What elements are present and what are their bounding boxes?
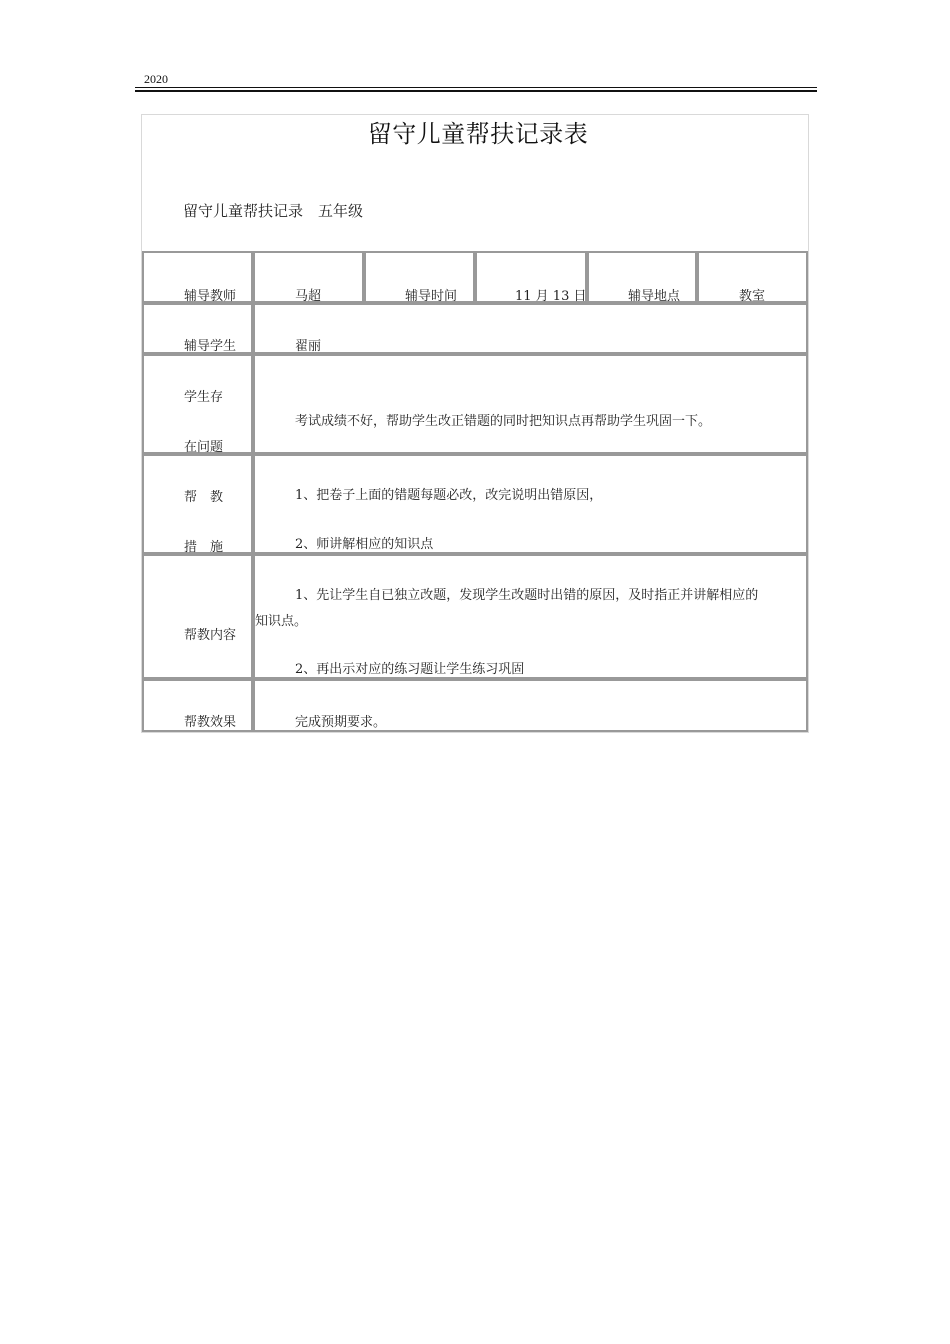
content-label-cell [142, 554, 253, 679]
measures-item-2: 2、师讲解相应的知识点 [295, 537, 434, 552]
content-item-1-line1: 1、先让学生自已独立改题，发现学生改题时出错的原因，及时指正并讲解相应的 [295, 588, 759, 603]
place-label-cell [587, 251, 697, 303]
time-value: 11 月 13 日 [515, 289, 587, 304]
teacher-label: 辅导教师 [184, 289, 237, 304]
time-label: 辅导时间 [405, 289, 458, 304]
measures-value-cell [253, 454, 808, 554]
effect-value: 完成预期要求。 [295, 715, 387, 730]
content-value-cell [253, 554, 808, 679]
time-value-cell [475, 251, 587, 303]
student-label-cell [142, 303, 253, 354]
time-label-cell [364, 251, 475, 303]
content-label: 帮教内容 [184, 628, 237, 643]
document-subtitle: 留守儿童帮扶记录 五年级 [183, 202, 364, 220]
content-item-2: 2、再出示对应的练习题让学生练习巩固 [295, 662, 525, 677]
header-rule-thick [135, 90, 817, 92]
student-value-cell [253, 303, 808, 354]
student-value: 翟丽 [295, 339, 322, 354]
problem-label-line1: 学生存 [184, 390, 224, 405]
problem-value: 考试成绩不好，帮助学生改正错题的同时把知识点再帮助学生巩固一下。 [295, 414, 712, 429]
record-table [141, 250, 809, 733]
effect-label-cell [142, 679, 253, 732]
effect-label: 帮教效果 [184, 715, 237, 730]
problem-label-line2: 在问题 [184, 440, 224, 455]
measures-label-line1: 帮 教 [184, 490, 224, 505]
student-label: 辅导学生 [184, 339, 237, 354]
problem-label-cell [142, 354, 253, 454]
measures-label-cell [142, 454, 253, 554]
effect-value-cell [253, 679, 808, 732]
measures-item-1: 1、把卷子上面的错题每题必改，改完说明出错原因， [295, 488, 603, 503]
header-rule [135, 87, 817, 88]
measures-label-line2: 措 施 [184, 540, 224, 555]
document-title: 留守儿童帮扶记录表 [367, 120, 589, 148]
teacher-value: 马超 [295, 289, 322, 304]
problem-value-cell [253, 354, 808, 454]
content-item-1-line2: 知识点。 [255, 614, 308, 629]
place-value: 教室 [739, 289, 766, 304]
place-value-cell [697, 251, 808, 303]
teacher-label-cell [142, 251, 253, 303]
place-label: 辅导地点 [628, 289, 681, 304]
header-year: 2020 [144, 72, 168, 86]
teacher-value-cell [253, 251, 364, 303]
